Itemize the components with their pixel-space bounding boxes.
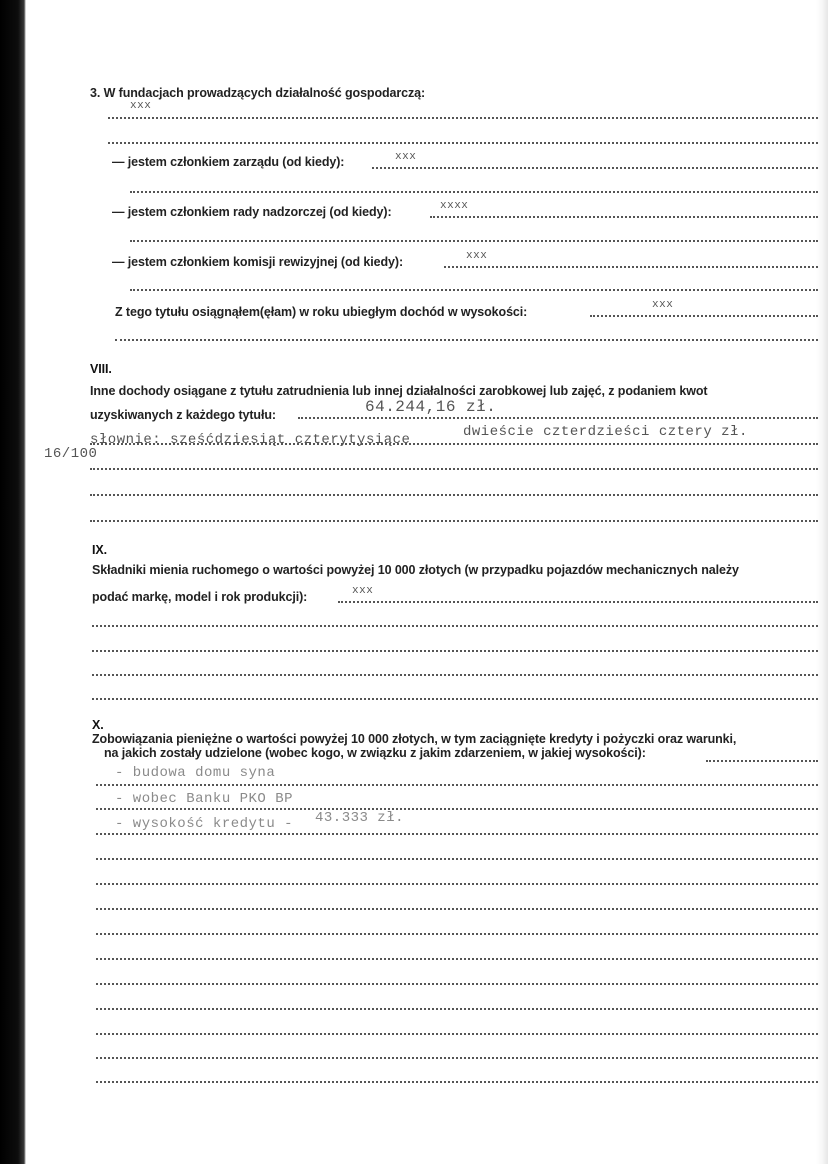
answer-line	[90, 468, 818, 470]
answer-line	[96, 1008, 818, 1010]
section8-line2: uzyskiwanych z każdego tytułu:	[90, 408, 276, 422]
income-words-right: dwieście czterdzieści cztery zł.	[463, 424, 748, 440]
answer-line	[108, 117, 818, 119]
answer-line	[108, 142, 818, 144]
answer-line	[96, 983, 818, 985]
section9-heading: IX.	[92, 543, 107, 557]
answer-line	[130, 240, 818, 242]
section9-value: xxx	[352, 585, 374, 597]
answer-line	[96, 883, 818, 885]
answer-line	[96, 908, 818, 910]
answer-line	[96, 833, 818, 835]
liability-entry-3-label: - wysokość kredytu -	[115, 816, 294, 832]
section9-line1: Składniki mienia ruchomego o wartości powyżej 10 000 złotych (w przypadku pojazdów mechanicznych należy	[92, 563, 739, 577]
zarzad-label: — jestem członkiem zarządu (od kiedy):	[112, 155, 345, 169]
section10-heading: X.	[92, 718, 104, 732]
answer-line	[96, 933, 818, 935]
answer-line	[96, 1081, 818, 1083]
answer-line	[90, 520, 818, 522]
answer-line	[90, 494, 818, 496]
section3-value: xxx	[130, 100, 152, 112]
answer-line	[430, 216, 818, 218]
section9-line2: podać markę, model i rok produkcji):	[92, 590, 308, 604]
answer-line	[444, 266, 818, 268]
answer-line	[92, 674, 818, 676]
rada-value: xxxx	[440, 200, 469, 212]
income-fraction: 16/100	[44, 446, 98, 462]
answer-line	[115, 339, 818, 341]
section8-line1: Inne dochody osiągane z tytułu zatrudnienia lub innej działalności zarobkowej lub zajęć, z podaniem kwot	[90, 384, 708, 398]
liability-entry-2: - wobec Banku PKO BP	[115, 791, 294, 807]
answer-line	[130, 289, 818, 291]
answer-line	[298, 417, 818, 419]
answer-line	[590, 315, 818, 317]
liability-entry-1: - budowa domu syna	[115, 765, 276, 781]
answer-line	[372, 167, 818, 169]
komisja-label: — jestem członkiem komisji rewizyjnej (od kiedy):	[112, 255, 404, 269]
section3-heading: 3. W fundacjach prowadzących działalność gospodarczą:	[90, 86, 426, 100]
section10-line1: Zobowiązania pieniężne o wartości powyżej 10 000 złotych, w tym zaciągnięte kredyty i pożyczki oraz warunki,	[92, 732, 737, 746]
answer-line	[130, 191, 818, 193]
income-words-left: słownie: sześćdziesiąt czterytysiące	[90, 432, 411, 448]
zarzad-value: xxx	[395, 151, 417, 163]
answer-line	[706, 760, 818, 762]
dochod-label: Z tego tytułu osiągnąłem(ęłam) w roku ubiegłym dochód w wysokości:	[115, 305, 528, 319]
answer-line	[92, 650, 818, 652]
liability-entry-3-amount: 43.333 zł.	[315, 810, 405, 826]
answer-line	[92, 625, 818, 627]
answer-line	[96, 1033, 818, 1035]
scan-light-edge	[816, 0, 828, 1164]
section8-heading: VIII.	[90, 362, 112, 376]
answer-line	[96, 958, 818, 960]
answer-line	[90, 443, 818, 445]
scan-dark-edge	[0, 0, 26, 1164]
rada-label: — jestem członkiem rady nadzorczej (od kiedy):	[112, 205, 392, 219]
answer-line	[96, 808, 818, 810]
answer-line	[96, 1057, 818, 1059]
komisja-value: xxx	[466, 250, 488, 262]
answer-line	[96, 858, 818, 860]
section10-line2: na jakich zostały udzielone (wobec kogo, w związku z jakim zdarzeniem, w jakiej wysokości):	[104, 746, 646, 760]
income-amount: 64.244,16 zł.	[365, 398, 497, 416]
answer-line	[338, 601, 818, 603]
answer-line	[96, 784, 818, 786]
dochod-value: xxx	[652, 299, 674, 311]
answer-line	[92, 698, 818, 700]
